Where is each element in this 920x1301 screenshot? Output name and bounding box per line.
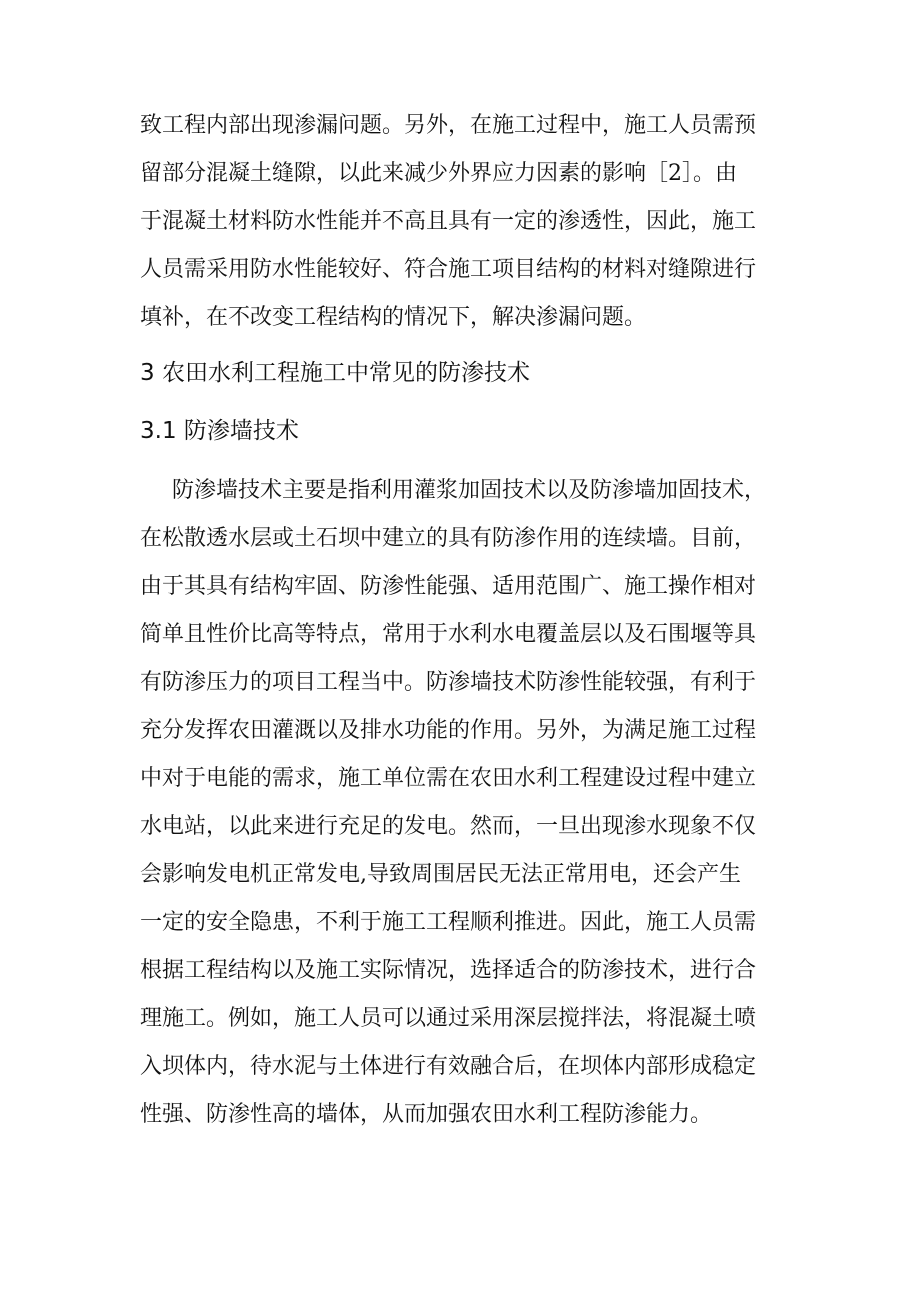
paragraph-cutoff-wall: 防渗墙技术主要是指利用灌浆加固技术以及防渗墙加固技术， 在松散透水层或土石坝中建立的具有防渗作用的连续墙。目前， 由于其具有结构牢固、防渗性能强、适用范围广、施工操作相对 简单且性价比高等特点，常用于水利水电覆盖层以及石围堰等具 有防渗压力的项目工程当中。防渗墙技术防渗性能较强，有利于 充分发挥农田灌溉以及排水功能的作用。另外，为满足施工过程 中对于电能的需求，施工单位需在农田水利工程建设过程中建立 水电站，以此来进行充足的发电。然而，一旦出现渗水现象不仅 会影响发电机正常发电,导致周围居民无法正常用电，还会产生 一定的安全隐患，不利于施工工程顺利推进。因此，施工人员需 根据工程结构以及施工实际情况，选择适合的防渗技术，进行合 理施工。例如，施工人员可以通过采用深层搅拌法，将混凝土喷 入坝体内，待水泥与土体进行有效融合后，在坝体内部形成稳定 性强、防渗性高的墙体，从而加强农田水利工程防渗能力。 — [140, 478, 767, 1127]
section-heading-3: 3 农田水利工程施工中常见的防渗技术 — [140, 360, 530, 386]
paragraph-continuation: 致工程内部出现渗漏问题。另外，在施工过程中，施工人员需预 留部分混凝土缝隙，以此来减少外界应力因素的影响［2］。由 于混凝土材料防水性能并不高且具有一定的渗透性，因此，施工 人员需采用防水性能较好、符合施工项目结构的材料对缝隙进行 填补，在不改变工程结构的情况下，解决渗漏问题。 — [140, 113, 757, 330]
subsection-heading-3-1: 3.1 防渗墙技术 — [140, 418, 299, 444]
document-body — [140, 102, 800, 1139]
